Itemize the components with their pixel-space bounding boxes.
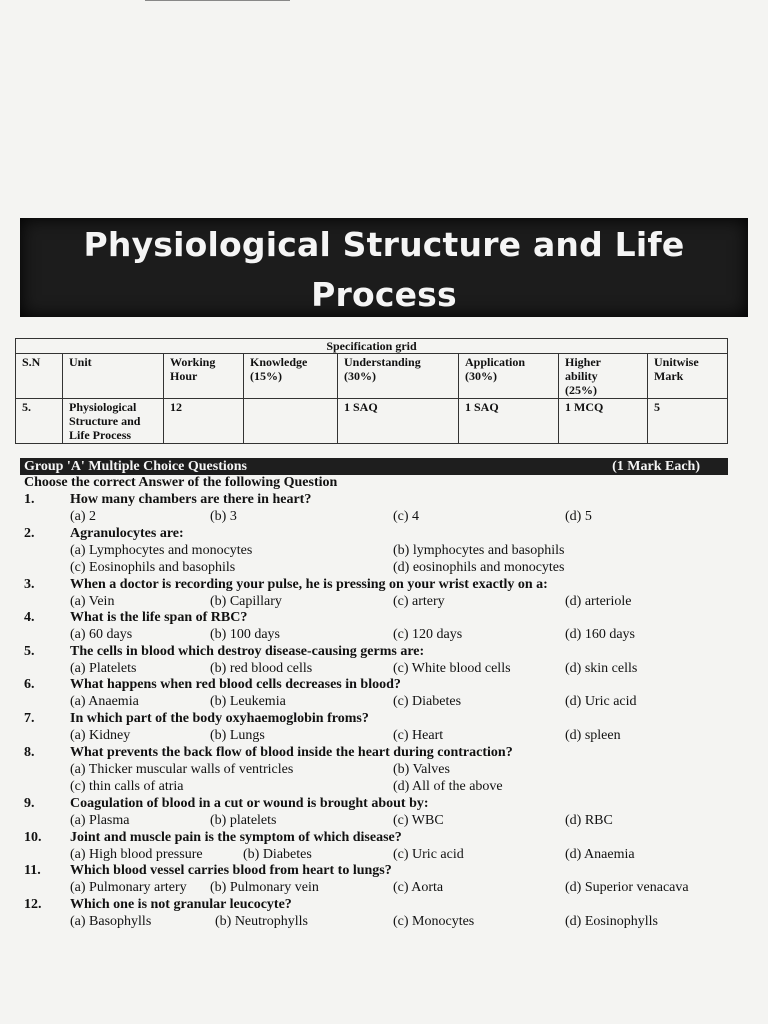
answer-option: (c) Heart [393, 728, 444, 743]
answer-option: (c) thin calls of atria [70, 779, 184, 794]
question-number: 9. [24, 796, 35, 811]
question-number: 7. [24, 711, 35, 726]
header-cell: Knowledge (15%) [244, 354, 338, 399]
table-cell: 12 [164, 399, 244, 444]
header-cell: Understanding (30%) [338, 354, 459, 399]
answer-option: (b) red blood cells [210, 661, 313, 676]
answer-option: (b) Lungs [210, 728, 265, 743]
answer-option: (c) Diabetes [393, 694, 462, 709]
question-text: Which one is not granular leucocyte? [70, 897, 292, 912]
answer-option: (d) 5 [565, 509, 592, 524]
question-text: What happens when red blood cells decreases in blood? [70, 677, 401, 692]
header-cell: Unitwise Mark [648, 354, 728, 399]
answer-option: (d) Superior venacava [565, 880, 689, 895]
answer-option: (c) WBC [393, 813, 444, 828]
answer-option: (a) 60 days [70, 627, 133, 642]
question-text: In which part of the body oxyhaemoglobin froms? [70, 711, 369, 726]
answer-option: (d) arteriole [565, 594, 632, 609]
answer-option: (d) eosinophils and monocytes [393, 560, 565, 575]
answer-option: (a) Pulmonary artery [70, 880, 187, 895]
question-number: 11. [24, 863, 41, 878]
answer-option: (d) RBC [565, 813, 613, 828]
specification-grid [15, 338, 728, 444]
table-cell: 5. [16, 399, 63, 444]
question-number: 2. [24, 526, 35, 541]
answer-option: (a) Platelets [70, 661, 137, 676]
question-text: When a doctor is recording your pulse, he is pressing on your wrist exactly on a: [70, 577, 548, 592]
answer-option: (b) platelets [210, 813, 277, 828]
table-cell: Physiological Structure and Life Process [63, 399, 164, 444]
specification-grid-caption: Specification grid [16, 339, 728, 354]
question-number: 6. [24, 677, 35, 692]
answer-option: (b) Valves [393, 762, 450, 777]
answer-option: (a) 2 [70, 509, 97, 524]
question-text: How many chambers are there in heart? [70, 492, 312, 507]
question-number: 4. [24, 610, 35, 625]
answer-option: (c) Uric acid [393, 847, 464, 862]
question-number: 3. [24, 577, 35, 592]
answer-option: (d) 160 days [565, 627, 635, 642]
answer-option: (b) 3 [210, 509, 237, 524]
answer-option: (a) Vein [70, 594, 115, 609]
question-text: Which blood vessel carries blood from heart to lungs? [70, 863, 392, 878]
answer-option: (d) Uric acid [565, 694, 637, 709]
table-cell: 1 SAQ [459, 399, 559, 444]
answer-option: (b) lymphocytes and basophils [393, 543, 565, 558]
instruction: Choose the correct Answer of the following Question [24, 475, 338, 490]
header-cell: Unit [63, 354, 164, 399]
question-number: 8. [24, 745, 35, 760]
answer-option: (b) 100 days [210, 627, 280, 642]
specification-grid-row [16, 399, 728, 444]
answer-option: (c) 120 days [393, 627, 463, 642]
question-text: The cells in blood which destroy disease-causing germs are: [70, 644, 425, 659]
answer-option: (c) Aorta [393, 880, 444, 895]
answer-option: (d) Eosinophylls [565, 914, 658, 929]
group-a-header [20, 458, 728, 475]
question-number: 12. [24, 897, 42, 912]
question-text: Agranulocytes are: [70, 526, 184, 541]
group-title: Group 'A' Multiple Choice Questions [24, 459, 247, 474]
answer-option: (a) Lymphocytes and monocytes [70, 543, 253, 558]
chapter-title-line-2: Process [311, 275, 457, 314]
header-cell: Higher ability (25%) [559, 354, 648, 399]
answer-option: (d) skin cells [565, 661, 638, 676]
question-text: What prevents the back flow of blood inside the heart during contraction? [70, 745, 513, 760]
question-number: 10. [24, 830, 42, 845]
answer-option: (b) Neutrophylls [215, 914, 308, 929]
answer-option: (a) Basophylls [70, 914, 152, 929]
question-number: 1. [24, 492, 35, 507]
answer-option: (a) Plasma [70, 813, 130, 828]
top-rule [145, 0, 290, 1]
header-cell: S.N [16, 354, 63, 399]
answer-option: (c) White blood cells [393, 661, 511, 676]
answer-option: (b) Pulmonary vein [210, 880, 319, 895]
answer-option: (c) Monocytes [393, 914, 475, 929]
chapter-title-banner [20, 218, 748, 317]
answer-option: (c) Eosinophils and basophils [70, 560, 236, 575]
answer-option: (b) Capillary [210, 594, 282, 609]
table-cell: 1 SAQ [338, 399, 459, 444]
answer-option: (a) High blood pressure [70, 847, 203, 862]
answer-option: (c) artery [393, 594, 445, 609]
answer-option: (d) spleen [565, 728, 621, 743]
table-cell [244, 399, 338, 444]
answer-option: (b) Leukemia [210, 694, 286, 709]
question-text: Joint and muscle pain is the symptom of which disease? [70, 830, 402, 845]
group-marks: (1 Mark Each) [612, 459, 700, 474]
specification-grid-header [16, 354, 728, 399]
answer-option: (b) Diabetes [243, 847, 312, 862]
question-text: What is the life span of RBC? [70, 610, 248, 625]
answer-option: (a) Kidney [70, 728, 131, 743]
table-cell: 1 MCQ [559, 399, 648, 444]
question-number: 5. [24, 644, 35, 659]
chapter-title-line-1: Physiological Structure and Life [83, 225, 685, 264]
question-text: Coagulation of blood in a cut or wound is brought about by: [70, 796, 429, 811]
answer-option: (d) Anaemia [565, 847, 635, 862]
answer-option: (a) Thicker muscular walls of ventricles [70, 762, 294, 777]
answer-option: (d) All of the above [393, 779, 503, 794]
answer-option: (a) Anaemia [70, 694, 139, 709]
answer-option: (c) 4 [393, 509, 420, 524]
table-cell: 5 [648, 399, 728, 444]
header-cell: Application (30%) [459, 354, 559, 399]
header-cell: Working Hour [164, 354, 244, 399]
